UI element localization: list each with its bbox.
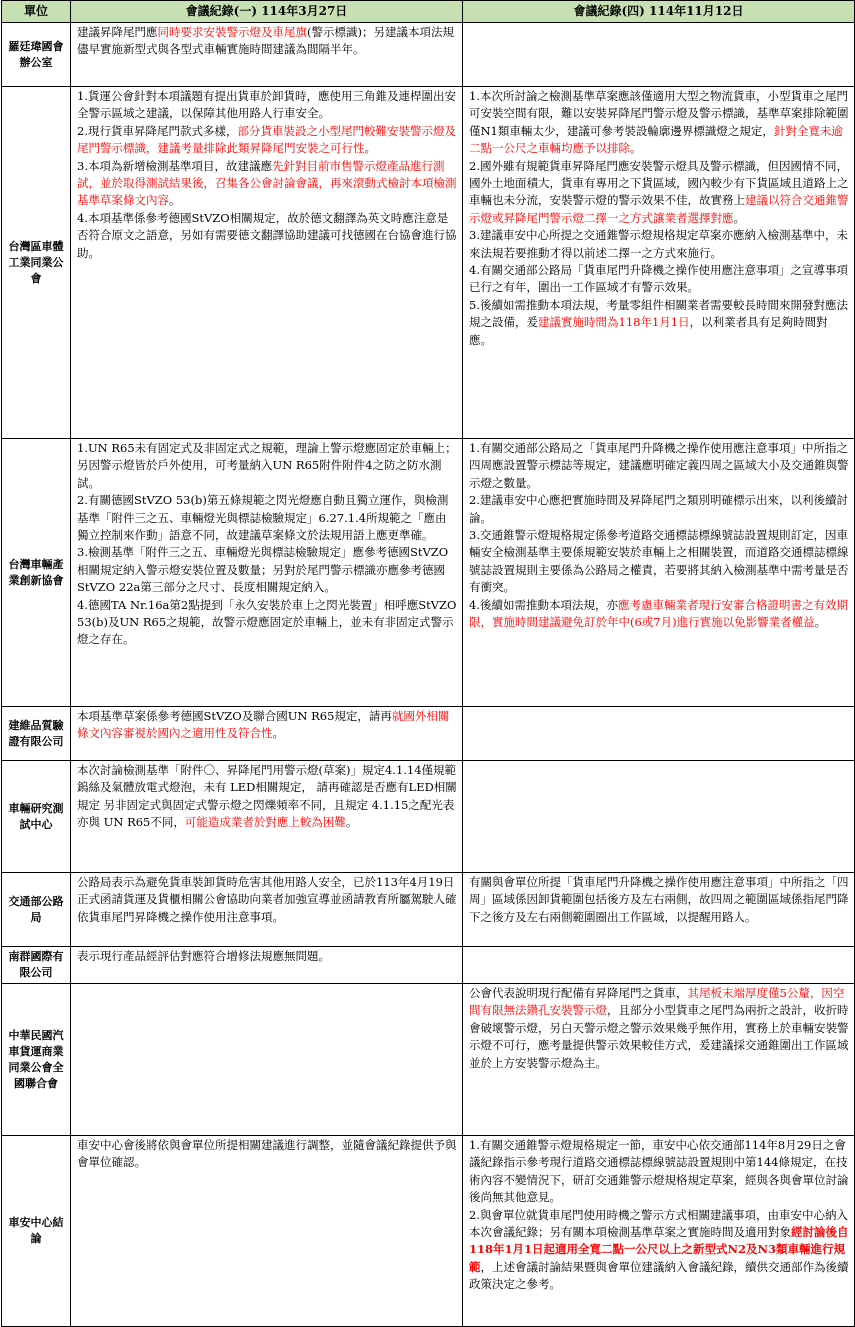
unit-cell: 車輛研究測試中心: [2, 761, 71, 873]
text-segment: 公會代表說明現行配備有昇降尾門之貨車，: [469, 986, 688, 1000]
paragraph: [469, 527, 849, 597]
paragraph: [77, 88, 457, 123]
text-segment: 3.交通錐警示燈規格規定係參考道路交通標誌標線號誌設置規則訂定，因車輛安全檢測基準主要係規範安裝於車輛上之相關裝置，而道路交通標誌標線號誌設置規則主要係為公路局之權責，若要將其納入檢測基準中需考量是否有衝突。: [469, 528, 849, 595]
text-segment: 1.貨運公會針對本項議題有提出貨車於卸貨時，應使用三角錐及連桿圍出安全警示區域之建議，以保障其他用路人行車安全。: [77, 89, 456, 121]
meeting-4-cell: [463, 947, 855, 984]
text-segment: 1.本次所討論之檢測基準草案應該僅適用大型之物流貨車，小型貨車之尾門可安裝空間有限，難以安裝昇降尾門警示燈及警示標識，基準草案排除範圍僅N1類車輛太少，建議可參考裝設輪廓邊界標識燈之規定，: [469, 89, 849, 138]
text-segment: 。: [630, 141, 642, 156]
meeting-4-cell: [463, 984, 855, 1136]
paragraph: [469, 1207, 849, 1294]
meeting-1-cell: [71, 1136, 463, 1327]
text-segment: 。: [733, 210, 745, 225]
paragraph: [77, 158, 457, 210]
paragraph: [77, 1137, 457, 1172]
text-segment: (警示標識)；另建議本項法規儘早實施新型式與各型式車輛實施時間建議為間隔半年。: [77, 25, 454, 57]
meeting-1-cell: [71, 947, 463, 984]
text-segment: 4.有關交通部公路局「貨車尾門升降機之操作使用應注意事項」之宣導事項已行之有年，圍出一工作區域才有警示效果。: [469, 263, 848, 295]
unit-cell: 交通部公路局: [2, 873, 71, 947]
paragraph: [77, 762, 457, 832]
highlighted-text: 先針對目前市售警示燈產品進行測試，並於取得測試結果後，召集各公會討論會議，再來滾動式檢討本項檢測基準草案條文內容: [77, 158, 457, 208]
text-segment: ，以利業者具有足夠時間對應。: [469, 315, 828, 347]
paragraph: [77, 874, 457, 926]
table-row: [2, 984, 855, 1136]
text-segment: 。: [814, 615, 827, 630]
highlighted-text: 建議實施時間為118年1月1日: [538, 315, 690, 330]
paragraph: [77, 24, 457, 59]
text-segment: 4.德國TA Nr.16a第2點提到「永久安裝於車上之閃光裝置」相呼應StVZO 53(b)及UN R65之規範，故警示燈應固定於車輛上，並未有非固定式警示燈之存在。: [77, 597, 457, 647]
paragraph: [469, 874, 849, 926]
meeting-1-cell: [71, 761, 463, 873]
unit-cell: 車安中心結論: [2, 1136, 71, 1327]
meeting-4-cell: [463, 761, 855, 873]
table-row: [2, 873, 855, 947]
text-segment: 建議昇降尾門應: [77, 25, 158, 39]
paragraph: [469, 262, 849, 297]
meeting-1-cell: [71, 23, 463, 87]
text-segment: 2.建議車安中心應把實施時間及昇降尾門之類別明確標示出來，以利後續討論。: [469, 493, 848, 525]
meeting-1-cell: [71, 707, 463, 761]
text-segment: 表示現行產品經評估對應符合增修法規應無問題。: [77, 949, 330, 963]
paragraph: [469, 492, 849, 527]
meeting-comparison-table: [1, 0, 855, 1327]
paragraph: [469, 88, 849, 158]
unit-cell: 南群國際有限公司: [2, 947, 71, 984]
highlighted-text: 部分貨車裝設之小型尾門較難安裝警示燈及尾門警示標識，建議考量排除此類昇降尾門安裝之可行性: [77, 123, 456, 156]
table-row: [2, 707, 855, 761]
paragraph: [469, 985, 849, 1072]
table-row: [2, 947, 855, 984]
text-segment: 2.現行貨車昇降尾門款式多樣，: [77, 123, 238, 138]
unit-cell: 中華民國汽車貨運商業同業公會全國聯合會: [2, 984, 71, 1136]
text-segment: 3.建議車安中心所提之交通錐警示燈規格規定草案亦應納入檢測基準中，未來法規若要推動才得以前述二擇一之方式來施行。: [469, 228, 848, 260]
text-segment: 3.檢測基準「附件三之五、車輛燈光與標誌檢驗規定」應參考德國StVZO相關規定納入警示燈安裝位置及數量；另對於尾門警示標識亦應參考德國StVZO 22a第三部分之尺寸、長度相關規定納入。: [77, 545, 449, 595]
header-unit: 單位: [2, 1, 71, 23]
text-segment: 。: [169, 193, 181, 208]
paragraph: [469, 227, 849, 262]
paragraph: [469, 297, 849, 349]
meeting-4-cell: [463, 87, 855, 439]
text-segment: 。: [364, 141, 376, 156]
text-segment: 公路局表示為避免貨車裝卸貨時危害其他用路人安全，已於113年4月19日正式函請貨運及貨櫃相關公會協助向業者加強宣導並函請教育所屬駕駛人確依貨車尾門昇降機之操作使用注意事項。: [77, 875, 457, 924]
text-segment: ，上述會議討論結果暨與會單位建議納入會議紀錄，續供交通部作為後續政策決定之參考。: [469, 1259, 849, 1292]
paragraph: [469, 1137, 849, 1207]
paragraph: [77, 544, 457, 596]
text-segment: 1.有關交通錐警示燈規格規定一節，車安中心依交通部114年8月29日之會議紀錄指示參考現行道路交通標誌標線號誌設置規則中第144條規定，在技術內容不變情況下，研訂交通錐警示燈規格規定草案，經與各與會單位討論後尚無其他意見。: [469, 1138, 849, 1205]
paragraph: [77, 210, 457, 262]
paragraph: [77, 597, 457, 649]
meeting-4-cell: [463, 23, 855, 87]
text-segment: 3.本項為新增檢測基準項目，故建議應: [77, 158, 272, 173]
unit-cell: 台灣區車體工業同業公會: [2, 87, 71, 439]
text-segment: 2.有關德國StVZO 53(b)第五條規範之閃光燈應自動且獨立運作，與檢測基準「附件三之五、車輛燈光與標誌檢驗規定」6.27.1.4所規範之「應由獨立控制來作動」語意不同，故建議草案條文於法規用語上應更準確。: [77, 493, 449, 543]
meeting-1-cell: [71, 87, 463, 439]
unit-cell: 建維品質驗證有限公司: [2, 707, 71, 761]
table-row: [2, 23, 855, 87]
highlighted-text: 應考慮車輛業者現行安審合格證明書之有效期限，實施時間建議避免訂於年中(6或7月)進行實施以免影響業者權益: [469, 597, 848, 630]
meeting-1-cell: [71, 439, 463, 707]
text-segment: 1.有關交通部公路局之「貨車尾門升降機之操作使用應注意事項」中所指之四周應設置警示標誌等規定，建議應明確定義四周之區域大小及交通錐與警示燈之數量。: [469, 441, 849, 490]
highlighted-text: 針對全寬未逾二點一公尺之車輛均應予以排除: [469, 123, 843, 156]
paragraph: [77, 948, 457, 965]
text-segment: 1.UN R65未有固定式及非固定式之規範，理論上警示燈應固定於車輛上；另因警示燈皆於戶外使用，可考量納入UN R65附件附件4之防之防水測試。: [77, 441, 457, 490]
meeting-4-cell: [463, 1136, 855, 1327]
paragraph: [469, 158, 849, 228]
header-row: [2, 1, 855, 23]
text-segment: 2.國外雖有規範貨車昇降尾門應安裝警示燈具及警示標識，但因國情不同，國外土地面積大，貨車有專用之下貨區域，國內較少有下貨區域且道路上之車輛也未分流，安裝警示燈的警示效果不佳，故實務上: [469, 158, 849, 208]
header-meeting-1: 會議紀錄(一) 114年3月27日: [71, 1, 463, 23]
meeting-4-cell: [463, 439, 855, 707]
text-segment: 2.與會單位就貨車尾門使用時機之警示方式相關建議事項，由車安中心納入本次會議紀錄；另有關本項檢測基準草案之實施時間及適用對象: [469, 1207, 848, 1240]
paragraph: [77, 440, 457, 492]
meeting-1-cell: [71, 984, 463, 1136]
text-segment: ，且部分小型貨車之尾門為兩折之設計，收折時會破壞警示燈，另白天警示燈之警示效果幾乎無作用，實務上於車輛安裝警示燈不可行，應考量提供警示效果較佳方式，爰建議採交通錐圍出工作區域並於上方安裝警示燈為主。: [469, 1003, 849, 1070]
paragraph: [77, 123, 457, 158]
paragraph: [469, 597, 849, 632]
meeting-1-cell: [71, 873, 463, 947]
table-row: [2, 761, 855, 873]
highlighted-text: 就國外相關條文內容審視於國內之適用性及符合性: [77, 709, 450, 741]
unit-cell: 台灣車輛產業創新協會: [2, 439, 71, 707]
paragraph: [77, 708, 457, 743]
highlighted-text: 可能造成業者於對應上較為困難: [184, 815, 346, 830]
text-segment: 車安中心會後將依與會單位所提相關建議進行調整，並隨會議紀錄提供予與會單位確認。: [77, 1138, 457, 1170]
header-meeting-4: 會議紀錄(四) 114年11月12日: [463, 1, 855, 23]
table-row: [2, 1136, 855, 1327]
text-segment: 。: [272, 726, 284, 741]
paragraph: [77, 492, 457, 544]
text-segment: 本項基準草案係參考德國StVZO及聯合國UN R65規定，請再: [77, 709, 392, 723]
paragraph: [469, 440, 849, 492]
text-segment: 4.本項基準係參考德國StVZO相關規定，故於德文翻譯為英文時應注意是否符合原文之語意，另如有需要德文翻譯協助建議可找德國在台協會進行協助。: [77, 210, 457, 260]
highlighted-text: 經討論後自118年1月1日起適用全寬二點一公尺以上之新型式N2及N3類車輛進行規範: [469, 1225, 849, 1274]
text-segment: 有關與會單位所提「貨車尾門升降機之操作使用應注意事項」中所指之「四周」區域係因卸貨範圍包括後方及左右兩側，故四周之範圍區域係指尾門降下之後方及左右兩側範圍圈出工作區域，以提醒用路人。: [469, 875, 849, 924]
meeting-4-cell: [463, 707, 855, 761]
highlighted-text: 同時要求安裝警示燈及車尾旗: [157, 25, 307, 39]
table-row: [2, 87, 855, 439]
meeting-4-cell: [463, 873, 855, 947]
highlighted-text: 其尾板末端厚度僅5公釐，因空間有限無法鑽孔安裝警示燈: [469, 986, 845, 1018]
highlighted-text: 建議以符合交通錐警示燈或昇降尾門警示燈二擇一之方式讓業者選擇對應: [469, 193, 849, 225]
text-segment: 4.後續如需推動本項法規，亦: [469, 597, 618, 612]
table-row: [2, 439, 855, 707]
text-segment: 5.後續如需推動本項法規，考量零組件相關業者需要較長時間來開發對應法規之設備，爰: [469, 297, 848, 330]
text-segment: 。: [345, 815, 358, 830]
unit-cell: 羅廷瑋國會辦公室: [2, 23, 71, 87]
text-segment: 本次討論檢測基準「附件〇、昇降尾門用警示燈(草案)」規定4.1.14僅規範鎢絲及氣體放電式燈泡，未有 LED相關規定， 請再確認是否應有LED相關規定 另非固定式與固定式警示燈之閃爍頻率不同，且規定 4.1.15之配光表亦與 UN R65不同，: [77, 763, 457, 830]
